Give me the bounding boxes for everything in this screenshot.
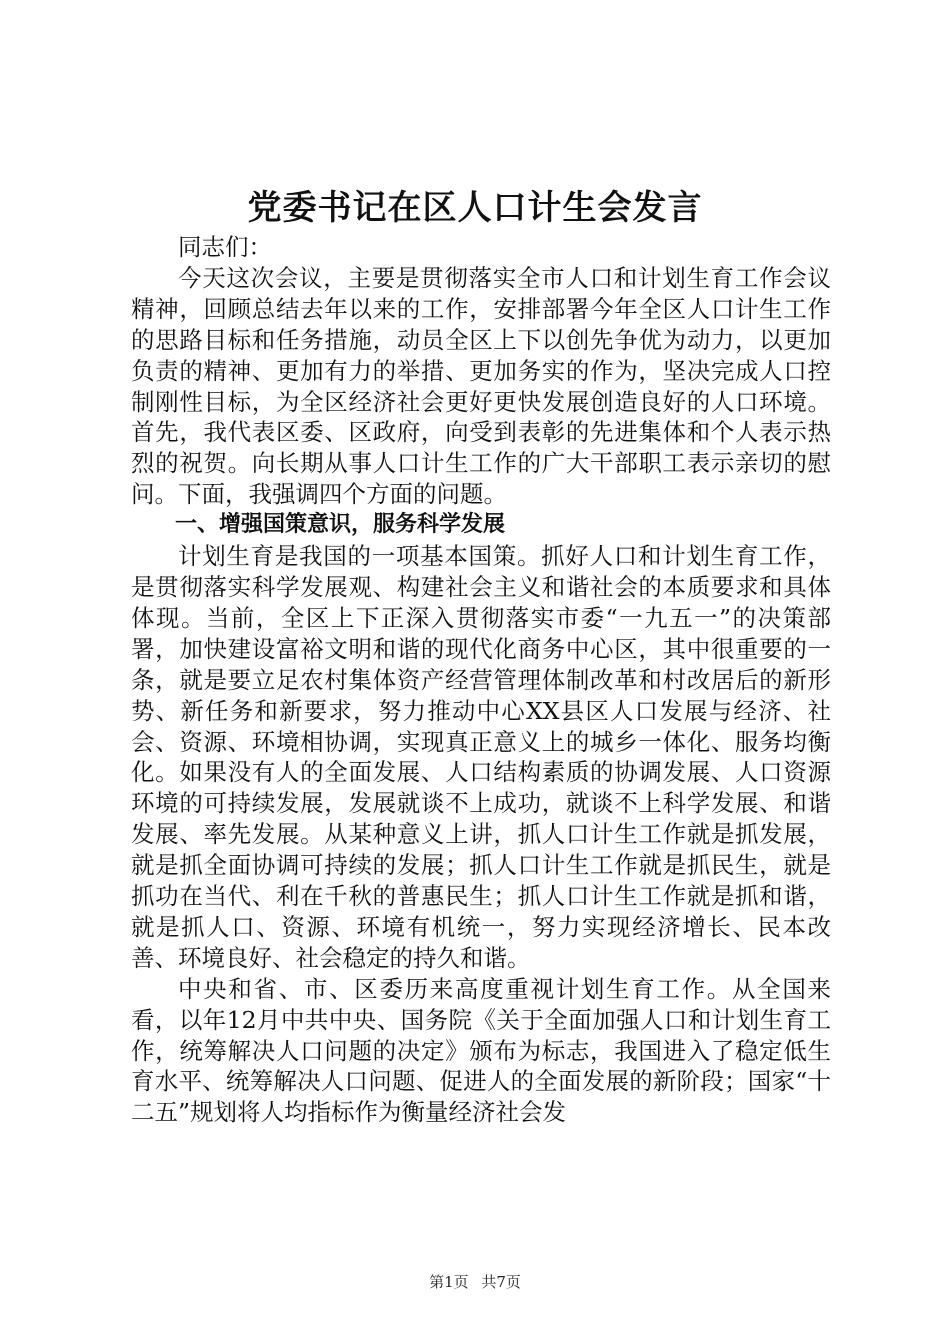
document-body [131, 232, 831, 1128]
page-footer [0, 1272, 950, 1292]
page-total: 共7页 [481, 1273, 521, 1291]
body-paragraph: 计划生育是我国的一项基本国策。抓好人口和计划生育工作，是贯彻落实科学发展观、构建社会主义和谐社会的本质要求和具体体现。当前，全区上下正深入贯彻落实市委“一九五一”的决策部署，加快建设富裕文明和谐的现代化商务中心区，其中很重要的一条，就是要立足农村集体资产经营管理体制改革和村改居后的新形势、新任务和新要求，努力推动中心XX县区人口发展与经济、社会、资源、环境相协调，实现真正意义上的城乡一体化、服务均衡化。如果没有人的全面发展、人口结构素质的协调发展、人口资源环境的可持续发展，发展就谈不上成功，就谈不上科学发展、和谐发展、率先发展。从某种意义上讲，抓人口计生工作就是抓发展，就是抓全面协调可持续的发展；抓人口计生工作就是抓民生，就是抓功在当代、利在千秋的普惠民生；抓人口计生工作就是抓和谐，就是抓人口、资源、环境有机统一，努力实现经济增长、民本改善、环境良好、社会稳定的持久和谐。 [131, 542, 831, 972]
body-paragraph: 中央和省、市、区委历来高度重视计划生育工作。从全国来看，以年12月中共中央、国务院《关于全面加强人口和计划生育工作，统筹解决人口问题的决定》颁布为标志，我国进入了稳定低生育水平、统筹解决人口问题、促进人的全面发展的新阶段；国家“十二五”规划将人均指标作为衡量经济社会发 [131, 974, 831, 1127]
section-heading: 一、增强国策意识，服务科学发展 [175, 512, 506, 538]
page-number: 第1页 [429, 1273, 469, 1291]
body-paragraph: 今天这次会议，主要是贯彻落实全市人口和计划生育工作会议精神，回顾总结去年以来的工作，安排部署今年全区人口计生工作的思路目标和任务措施，动员全区上下以创先争优为动力，以更加负责的精神、更加有力的举措、更加务实的作为，坚决完成人口控制刚性目标，为全区经济社会更好更快发展创造良好的人口环境。首先，我代表区委、区政府，向受到表彰的先进集体和个人表示热烈的祝贺。向长期从事人口计生工作的广大干部职工表示亲切的慰问。下面，我强调四个方面的问题。 [131, 263, 831, 509]
document-title: 党委书记在区人口计生会发言 [247, 188, 703, 228]
salutation: 同志们： [178, 233, 272, 261]
